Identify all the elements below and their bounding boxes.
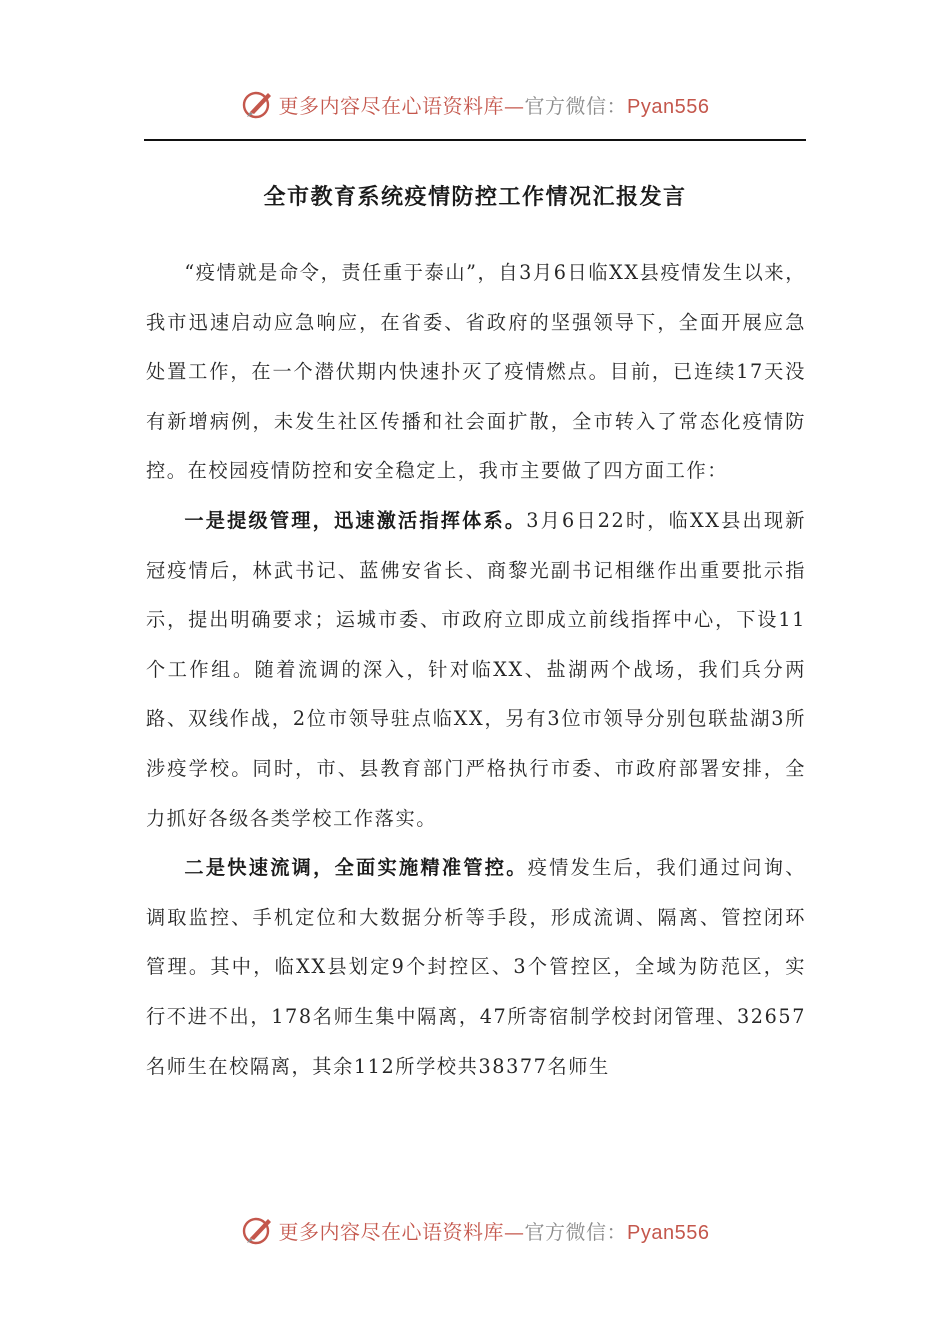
paragraph-point-2-text: 疫情发生后，我们通过问询、调取监控、手机定位和大数据分析等手段，形成流调、隔离、管控闭环管理。其中，临XX县划定9个封控区、3个管控区，全域为防范区，实行不进不出，178名师生集中隔离，47所寄宿制学校封闭管理、32657名师生在校隔离，其余112所学校共38377名师生 bbox=[146, 856, 806, 1078]
quill-logo-icon bbox=[241, 87, 275, 121]
paragraph-point-1-lead: 一是提级管理，迅速激活指挥体系。 bbox=[184, 508, 527, 532]
paragraph-point-2-lead: 二是快速流调，全面实施精准管控。 bbox=[184, 856, 528, 880]
header-watermark bbox=[0, 86, 950, 122]
paragraph-point-1 bbox=[146, 496, 806, 843]
watermark-text bbox=[279, 90, 710, 119]
watermark-wechat-label: 官方微信： bbox=[524, 1219, 628, 1244]
paragraph-intro bbox=[146, 248, 806, 496]
footer-watermark bbox=[0, 1212, 950, 1248]
watermark-main: 更多内容尽在心语资料库 bbox=[278, 93, 505, 118]
document-body bbox=[146, 248, 806, 1091]
quill-logo-icon bbox=[241, 1213, 275, 1247]
watermark-dash: — bbox=[504, 1219, 525, 1244]
paragraph-point-2 bbox=[146, 843, 806, 1091]
watermark-main: 更多内容尽在心语资料库 bbox=[278, 1219, 505, 1244]
document-title: 全市教育系统疫情防控工作情况汇报发言 bbox=[263, 185, 687, 210]
watermark-wechat-id: Pyan556 bbox=[627, 1221, 710, 1244]
watermark-dash: — bbox=[504, 93, 525, 118]
watermark-wechat-label: 官方微信： bbox=[524, 93, 628, 118]
watermark-wechat-id: Pyan556 bbox=[627, 95, 710, 118]
paragraph-intro-text: “疫情就是命令，责任重于泰山”，自3月6日临XX县疫情发生以来，我市迅速启动应急响应，在省委、省政府的坚强领导下，全面开展应急处置工作，在一个潜伏期内快速扑灭了疫情燃点。目前，已连续17天没有新增病例，未发生社区传播和社会面扩散，全市转入了常态化疫情防控。在校园疫情防控和安全稳定上，我市主要做了四方面工作： bbox=[146, 261, 806, 483]
paragraph-point-1-text: 3月6日22时，临XX县出现新冠疫情后，林武书记、蓝佛安省长、商黎光副书记相继作出重要批示指示，提出明确要求；运城市委、市政府立即成立前线指挥中心，下设11个工作组。随着流调的深入，针对临XX、盐湖两个战场，我们兵分两路、双线作战，2位市领导驻点临XX，另有3位市领导分别包联盐湖3所涉疫学校。同时，市、县教育部门严格执行市委、市政府部署安排，全力抓好各级各类学校工作落实。 bbox=[146, 508, 806, 830]
header-divider bbox=[144, 139, 806, 141]
watermark-text bbox=[279, 1216, 710, 1245]
